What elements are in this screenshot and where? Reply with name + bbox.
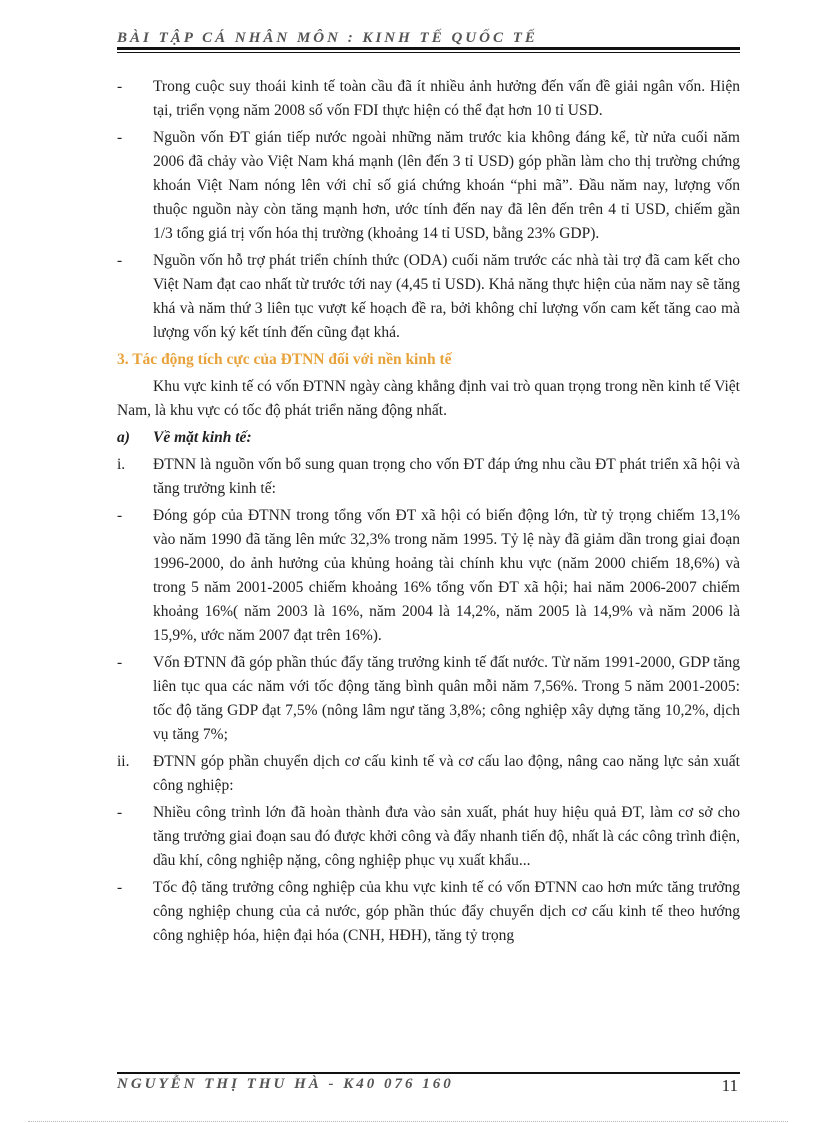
page-number: 11 bbox=[721, 1076, 738, 1095]
bullet-marker: - bbox=[117, 654, 123, 671]
page-footer bbox=[117, 1072, 740, 1102]
bullet-text: Đóng góp của ĐTNN trong tổng vốn ĐT xã hội có biến động lớn, từ tỷ trọng chiếm 13,1% vào năm 1990 đã tăng lên mức 32,3% trong năm 1995. Tỷ lệ này đã giảm dần trong giai đoạn 1996-2000, do ảnh hưởng của khủng hoảng tài chính khu vực (năm 2000 chiếm 18,6%) và trong 5 năm 2001-2005 chiếm khoảng 16% tổng vốn ĐT xã hội; hai năm 2006-2007 chiếm khoảng 16%( năm 2003 là 16%, năm 2004 là 14,2%, năm 2005 là 14,9% và năm 2006 là 15,9%, ước năm 2007 đạt trên 16%). bbox=[153, 507, 740, 644]
footer-rule bbox=[117, 1072, 740, 1074]
bullet-marker: - bbox=[117, 129, 123, 146]
section-heading: 3. Tác động tích cực của ĐTNN đối với nền kinh tế bbox=[117, 351, 452, 368]
page-bottom-border bbox=[28, 1121, 788, 1122]
bullet-marker: - bbox=[117, 507, 123, 524]
bullet-item bbox=[117, 651, 740, 747]
subsection-heading bbox=[117, 426, 740, 450]
bullet-item bbox=[117, 876, 740, 948]
section-intro: Khu vực kinh tế có vốn ĐTNN ngày càng khẳng định vai trò quan trọng trong nền kinh tế Việt Nam, là khu vực có tốc độ phát triển năng động nhất. bbox=[117, 378, 740, 419]
bullet-text: Trong cuộc suy thoái kinh tế toàn cầu đã ít nhiều ảnh hưởng đến vấn đề giải ngân vốn. Hiện tại, triển vọng năm 2008 số vốn FDI thực hiện có thể đạt hơn 10 tỉ USD. bbox=[153, 78, 740, 119]
bullet-item bbox=[117, 801, 740, 873]
roman-marker: i. bbox=[117, 456, 126, 473]
roman-text: ĐTNN là nguồn vốn bổ sung quan trọng cho vốn ĐT đáp ứng nhu cầu ĐT phát triển xã hội và tăng trưởng kinh tế: bbox=[153, 456, 740, 497]
header-title: BÀI TẬP CÁ NHÂN MÔN : KINH TẾ QUỐC TẾ bbox=[117, 30, 538, 46]
roman-marker: ii. bbox=[117, 753, 130, 770]
subsection-marker: a) bbox=[117, 429, 130, 446]
subsection-title: Về mặt kinh tế: bbox=[153, 429, 252, 446]
bullet-text: Tốc độ tăng trưởng công nghiệp của khu vực kinh tế có vốn ĐTNN cao hơn mức tăng trưởng công nghiệp chung của cả nước, góp phần thúc đẩy chuyển dịch cơ cấu kinh tế theo hướng công nghiệp hóa, hiện đại hóa (CNH, HĐH), tăng tỷ trọng bbox=[153, 879, 740, 944]
bullet-marker: - bbox=[117, 804, 123, 821]
bullet-item bbox=[117, 75, 740, 123]
bullet-item bbox=[117, 126, 740, 246]
footer-author: NGUYỄN THỊ THU HÀ - K40 076 160 bbox=[117, 1076, 454, 1092]
roman-item bbox=[117, 750, 740, 798]
page-header bbox=[117, 30, 740, 50]
header-rule bbox=[117, 47, 740, 50]
roman-item bbox=[117, 453, 740, 501]
header-rule-thin bbox=[117, 52, 740, 53]
roman-text: ĐTNN góp phần chuyển dịch cơ cấu kinh tế và cơ cấu lao động, nâng cao năng lực sản xuất công nghiệp: bbox=[153, 753, 740, 794]
bullet-item bbox=[117, 249, 740, 345]
bullet-item bbox=[117, 504, 740, 648]
bullet-text: Nguồn vốn ĐT gián tiếp nước ngoài những năm trước kia không đáng kể, từ nửa cuối năm 2006 đã chảy vào Việt Nam khá mạnh (lên đến 3 tỉ USD) góp phần làm cho thị trường chứng khoán Việt Nam nóng lên với chỉ số giá chứng khoán “phi mã”. Đầu năm nay, lượng vốn thuộc nguồn này còn tăng mạnh hơn, ước tính đến nay đã lên đến trên 4 tỉ USD, chiếm gần 1/3 tổng giá trị vốn hóa thị trường (khoảng 14 tỉ USD, bằng 23% GDP). bbox=[153, 129, 740, 242]
bullet-text: Vốn ĐTNN đã góp phần thúc đẩy tăng trưởng kinh tế đất nước. Từ năm 1991-2000, GDP tăng liên tục qua các năm với tốc động tăng bình quân mỗi năm 7,56%. Trong 5 năm 2001-2005: tốc độ tăng GDP đạt 7,5% (nông lâm ngư tăng 3,8%; công nghiệp xây dựng tăng 10,2%, dịch vụ tăng 7%; bbox=[153, 654, 740, 743]
bullet-marker: - bbox=[117, 879, 123, 896]
bullet-marker: - bbox=[117, 78, 123, 95]
document-body bbox=[117, 75, 740, 951]
bullet-marker: - bbox=[117, 252, 123, 269]
bullet-text: Nguồn vốn hỗ trợ phát triển chính thức (ODA) cuối năm trước các nhà tài trợ đã cam kết cho Việt Nam đạt cao nhất từ trước tới nay (4,45 tỉ USD). Khả năng thực hiện của năm nay sẽ tăng khá và năm thứ 3 liên tục vượt kế hoạch đề ra, bởi không chỉ lượng vốn cam kết tăng cao mà lượng vốn ký kết tính đến cũng đạt khá. bbox=[153, 252, 740, 341]
bullet-text: Nhiều công trình lớn đã hoàn thành đưa vào sản xuất, phát huy hiệu quả ĐT, làm cơ sở cho tăng trưởng giai đoạn sau đó được khởi công và đẩy nhanh tiến độ, nhất là các công trình điện, dầu khí, công nghiệp nặng, công nghiệp phục vụ xuất khẩu... bbox=[153, 804, 740, 869]
